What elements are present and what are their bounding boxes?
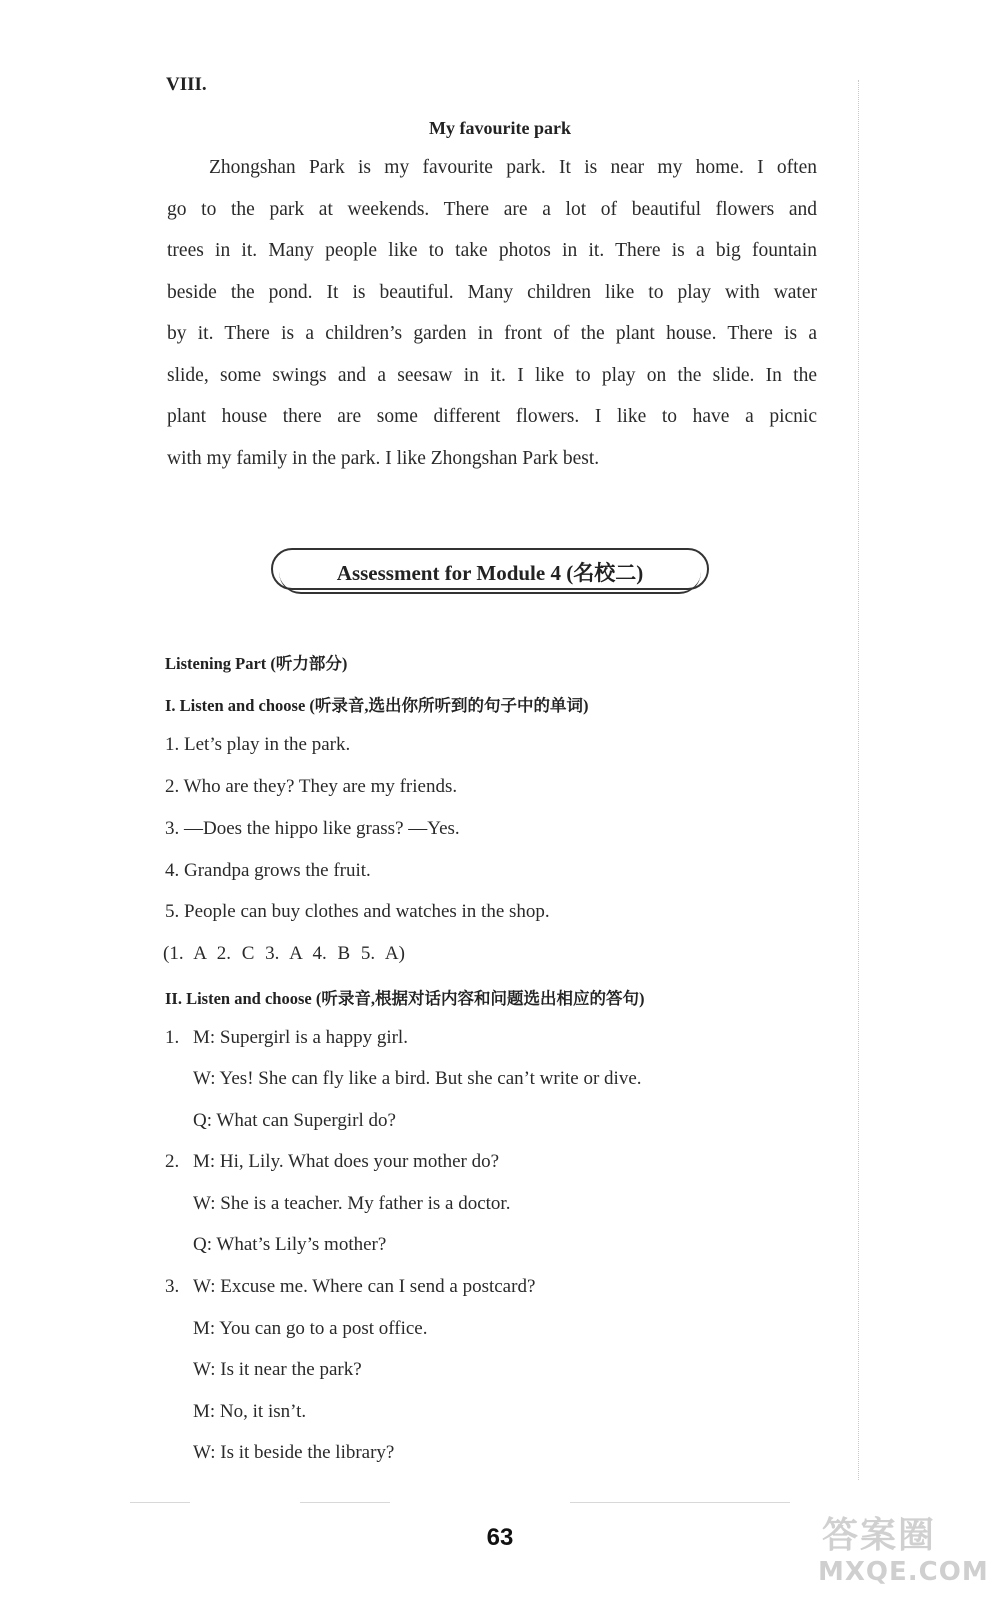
passage-line: trees in it. Many people like to take photos in it. There is a big fountain [167, 240, 817, 261]
passage-line: by it. There is a children’s garden in front of the plant house. There is a [167, 323, 817, 344]
scan-speck [300, 1502, 390, 1503]
passage-line: plant house there are some different flowers. I like to have a picnic [167, 406, 817, 427]
watermark-logo [818, 1505, 988, 1595]
section-number: VIII. [166, 74, 207, 95]
dialogue-line: M: No, it isn’t. [193, 1401, 307, 1422]
dialogue-line: Q: What can Supergirl do? [193, 1110, 396, 1131]
page-number: 63 [486, 1524, 514, 1551]
part1-item: 5. People can buy clothes and watches in the shop. [165, 901, 550, 922]
dialogue-line: M: You can go to a post office. [193, 1318, 428, 1339]
passage-title: My favourite park [429, 118, 571, 138]
passage-line: go to the park at weekends. There are a lot of beautiful flowers and [167, 199, 817, 220]
scan-speck [130, 1502, 190, 1503]
dialogue-number: 2. [165, 1151, 180, 1172]
part1-item: 3. —Does the hippo like grass? —Yes. [165, 818, 460, 839]
dialogue-line: W: Is it beside the library? [193, 1442, 395, 1463]
watermark-url: MXQE.COM [818, 1557, 989, 1587]
dialogue-line: M: Hi, Lily. What does your mother do? [193, 1151, 500, 1172]
dialogue-line: Q: What’s Lily’s mother? [193, 1234, 387, 1255]
dialogue-line: W: Excuse me. Where can I send a postcard? [193, 1276, 536, 1297]
binding-margin-line [858, 80, 859, 1480]
dialogue-line: W: Yes! She can fly like a bird. But she can’t write or dive. [193, 1068, 642, 1089]
dialogue-line: M: Supergirl is a happy girl. [193, 1027, 408, 1048]
watermark-logo-text: 答案圈 [822, 1515, 937, 1556]
part2-heading: II. Listen and choose (听录音,根据对话内容和问题选出相应的答句) [165, 989, 645, 1008]
passage-line: slide, some swings and a seesaw in it. I like to play on the slide. In the [167, 365, 817, 386]
scan-speck [570, 1502, 790, 1503]
part1-item: 1. Let’s play in the park. [165, 734, 351, 755]
part1-heading: I. Listen and choose (听录音,选出你所听到的句子中的单词) [165, 696, 589, 715]
assessment-title: Assessment for Module 4 (名校二) [336, 561, 644, 585]
dialogue-number: 3. [165, 1276, 180, 1297]
passage-line: Zhongshan Park is my favourite park. It is near my home. I often [209, 157, 817, 178]
dialogue-number: 1. [165, 1027, 180, 1048]
passage-line: with my family in the park. I like Zhongshan Park best. [167, 448, 600, 469]
part1-item: 4. Grandpa grows the fruit. [165, 860, 371, 881]
part1-item: 2. Who are they? They are my friends. [165, 776, 458, 797]
dialogue-line: W: Is it near the park? [193, 1359, 362, 1380]
listening-part-heading: Listening Part (听力部分) [165, 654, 348, 673]
dialogue-line: W: She is a teacher. My father is a doctor. [193, 1193, 511, 1214]
passage-line: beside the pond. It is beautiful. Many children like to play with water [167, 282, 817, 303]
part1-answers: (1. A 2. C 3. A 4. B 5. A) [163, 943, 405, 964]
assessment-title-banner [271, 548, 709, 590]
